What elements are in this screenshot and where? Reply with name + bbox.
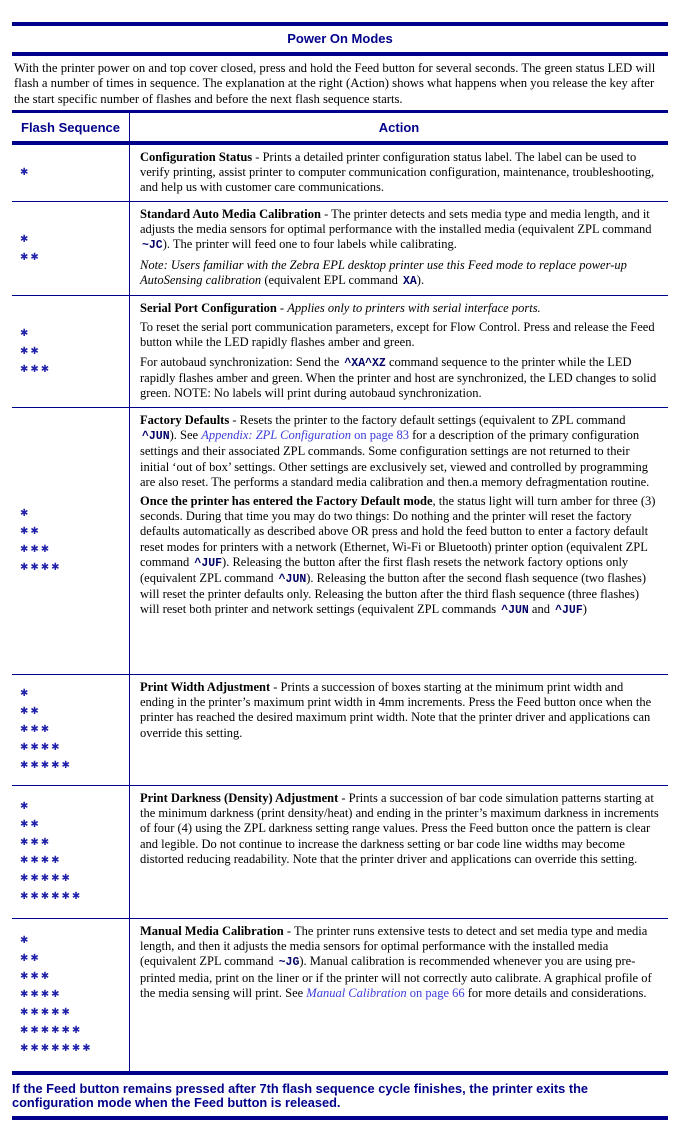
action-paragraph (140, 680, 660, 741)
flash-sequence-cell (12, 675, 130, 785)
flash-star-line: ✱✱✱✱ (20, 562, 62, 573)
flash-star-line: ✱ (20, 233, 31, 245)
text-segment: Print Width Adjustment (140, 680, 271, 694)
action-paragraph (140, 494, 660, 619)
flash-star-line: ✱✱✱✱✱✱ (20, 891, 83, 902)
text-segment: ) (582, 602, 587, 617)
column-header-flash-sequence: Flash Sequence (12, 113, 130, 141)
table-row (12, 785, 668, 918)
flash-star-line: ✱✱✱ (20, 363, 52, 375)
flash-star-line: ✱✱ (20, 819, 41, 830)
table-row (12, 918, 668, 1071)
flash-star-line: ✱✱ (20, 953, 41, 964)
text-segment: - Prints a succession of boxes starting at the minimum print width and ending in the printer’s maximum print width in 4mm increments. Press the Feed button once when the printer has reached the desired maximum print width. Note that the printer driver and applications can override this setting. (140, 680, 652, 740)
flash-star-line: ✱✱✱✱ (20, 989, 62, 1000)
flash-star-line: ✱ (20, 688, 31, 699)
flash-sequence-cell (12, 919, 130, 1071)
table-row (12, 145, 668, 201)
action-cell (130, 408, 668, 674)
text-segment: ). Releasing the button after the first flash resets the network factory options only (equivalent ZPL command (140, 554, 629, 586)
action-paragraph (140, 258, 660, 289)
cross-reference-link[interactable]: on page 83 (350, 428, 409, 443)
text-segment: ~JG (278, 956, 300, 970)
text-segment: - Prints a detailed printer configuration status label. The label can be used to verify printing, assist printer to computer communication configuration, maintenance, troubleshooting, and help us with customer care communications. (140, 150, 655, 195)
text-segment: Manual Media Calibration (140, 924, 284, 938)
flash-star-line: ✱✱✱ (20, 544, 52, 555)
flash-star-line: ✱✱✱ (20, 837, 52, 848)
flash-star-line: ✱✱✱✱ (20, 855, 62, 866)
text-segment: ^JUN (278, 573, 307, 587)
flash-star-line: ✱✱✱✱✱✱ (20, 1025, 83, 1036)
table-header-row (12, 113, 668, 141)
flash-star-line: ✱ (20, 508, 31, 519)
table-row (12, 407, 668, 674)
action-paragraph (140, 355, 660, 402)
text-segment: To reset the serial port communication parameters, except for Flow Control. Press and release the Feed button while the LED rapidly flashes amber and green. (140, 320, 655, 350)
text-segment: ~JC (142, 239, 163, 253)
text-segment: ). Manual calibration is recommended whenever you are using pre-printed media, print on the liner or if the printer will not correctly auto calibrate. A graphical profile of the media sensing will print. See (140, 954, 652, 1000)
text-segment: Applies only to printers with serial interface ports. (287, 301, 541, 315)
flash-star-line: ✱✱✱✱✱ (20, 760, 72, 771)
text-segment: ). Releasing the button after the second flash sequence (two flashes) will reset the printer defaults only. Releasing the button after the third flash sequence (three flashes) will reset both printer and network settings (equivalent ZPL commands (140, 571, 647, 617)
text-segment: - The printer runs extensive tests to detect and set media type and media length, and then it adjusts the media sensors for optimal performance with the installed media (equivalent ZPL command (140, 924, 648, 969)
action-paragraph (140, 791, 660, 867)
flash-star-line: ✱✱✱✱✱✱✱ (20, 1043, 93, 1054)
action-paragraph (140, 301, 660, 316)
table-row (12, 201, 668, 295)
flash-sequence-cell (12, 408, 130, 674)
bottom-rule (12, 1116, 668, 1120)
flash-star-line: ✱ (20, 935, 31, 946)
column-header-action: Action (378, 119, 420, 135)
action-paragraph (140, 207, 660, 254)
cross-reference-link[interactable]: Appendix: ZPL Configuration (201, 428, 351, 443)
text-segment: - The printer detects and sets media type and media length, and it adjusts the media sensors for optimal performance with the installed media (equivalent ZPL command (140, 207, 652, 237)
flash-star-line: ✱ (20, 327, 31, 339)
cross-reference-link[interactable]: on page 66 (406, 985, 465, 1000)
flash-star-line: ✱✱ (20, 345, 41, 357)
text-segment: for a description of the primary configuration settings and their associated ZPL commands. Some configuration settings are not returned to their initial ‘out of box’ settings. Other settings are exclusively set, viewed and controlled by programming are also reset. The performs a standard media calibration and then.a memory defragmentation routine. (140, 428, 650, 489)
text-segment: ). The printer will feed one to four labels while calibrating. (162, 237, 457, 252)
text-segment: ). (416, 272, 425, 287)
text-segment: Standard Auto Media Calibration (140, 207, 321, 221)
text-segment: (equivalent EPL command (261, 272, 401, 287)
text-segment: - Resets the printer to the factory default settings (equivalent to ZPL command (229, 413, 626, 427)
text-segment: - (276, 301, 288, 315)
flash-star-line: ✱✱✱✱✱ (20, 1007, 72, 1018)
table-row (12, 295, 668, 407)
flash-star-line: ✱✱ (20, 251, 41, 263)
text-segment: - Prints a succession of bar code simulation patterns starting at the minimum darkness (print density/heat) and ending in the printer’s maximum darkness in increments of four (4) using the ZPL darkness setting range values. Press the Feed button once the pattern is clear and legible. Do not continue to increase the darkness setting or bar code line widths may become distorted reducing readability. Note that the printer driver and applications can override this setting. (140, 791, 659, 866)
flash-star-line: ✱✱✱ (20, 971, 52, 982)
action-paragraph (140, 924, 660, 1001)
action-paragraph (140, 413, 660, 490)
flash-sequence-cell (12, 296, 130, 407)
flash-star-line: ✱✱ (20, 706, 41, 717)
text-segment: Note: Users familiar with the Zebra EPL desktop printer use this Feed mode to replace power-up AutoSensing calibration (140, 257, 627, 287)
action-cell (130, 786, 668, 918)
action-cell (130, 675, 668, 785)
text-segment: and (528, 602, 554, 617)
page-title: Power On Modes (287, 31, 393, 46)
text-segment: XA (402, 274, 417, 288)
text-segment: command sequence to the printer while the LED rapidly flashes amber and green. When the printer and host are synchronized, the LED changes to solid green. NOTE: No labels will print during autobaud synchronization. (140, 354, 657, 401)
text-segment: ^JUN (501, 604, 529, 618)
action-cell (130, 145, 668, 201)
text-segment: ^JUF (194, 556, 223, 570)
intro-paragraph: With the printer power on and top cover closed, press and hold the Feed button for several seconds. The green status LED will flash a number of times in sequence. The explanation at the right (Action) shows what happens when you release the key after the start specific number of flashes and before the next flash sequence starts. (14, 61, 656, 106)
table-row (12, 674, 668, 785)
action-paragraph (140, 150, 660, 196)
flash-sequence-cell (12, 145, 130, 201)
flash-star-line: ✱ (20, 167, 31, 178)
action-paragraph (140, 320, 660, 350)
table-rows (12, 145, 668, 1071)
flash-sequence-cell (12, 202, 130, 295)
action-cell (130, 919, 668, 1071)
flash-star-line: ✱✱✱✱✱ (20, 873, 72, 884)
action-cell (130, 296, 668, 407)
flash-sequence-cell (12, 786, 130, 918)
text-segment: Serial Port Configuration (140, 301, 277, 315)
text-segment: For autobaud synchronization: Send the (140, 354, 343, 369)
footer-note: If the Feed button remains pressed after 7th flash sequence cycle finishes, the printer exits the configuration mode when the Feed button is released. (12, 1081, 589, 1110)
action-cell (130, 202, 668, 295)
cross-reference-link[interactable]: Manual Calibration (306, 985, 407, 1000)
text-segment: Configuration Status (140, 150, 253, 164)
text-segment: ^JUN (142, 430, 170, 444)
flash-star-line: ✱ (20, 801, 31, 812)
text-segment: Factory Defaults (140, 413, 230, 427)
text-segment: ). See (169, 428, 202, 443)
text-segment: Print Darkness (Density) Adjustment (140, 791, 339, 805)
text-segment: for more details and considerations. (464, 985, 647, 1000)
text-segment: Once the printer has entered the Factory Default mode (140, 494, 433, 509)
text-segment: ^XA^XZ (344, 356, 386, 370)
flash-star-line: ✱✱✱✱ (20, 742, 62, 753)
text-segment: ^JUF (555, 604, 583, 618)
text-segment: , the status light will turn amber for three (3) seconds. During that time you may do two things: Do nothing and the printer will reset the factory defaults automatically as described above OR press and hold the feed button to enter a factory default reset modes for printers with a network (Ethernet, Wi-Fi or Bluetooth) printer option (equivalent ZPL command (140, 494, 656, 569)
flash-star-line: ✱✱✱ (20, 724, 52, 735)
flash-star-line: ✱✱ (20, 526, 41, 537)
